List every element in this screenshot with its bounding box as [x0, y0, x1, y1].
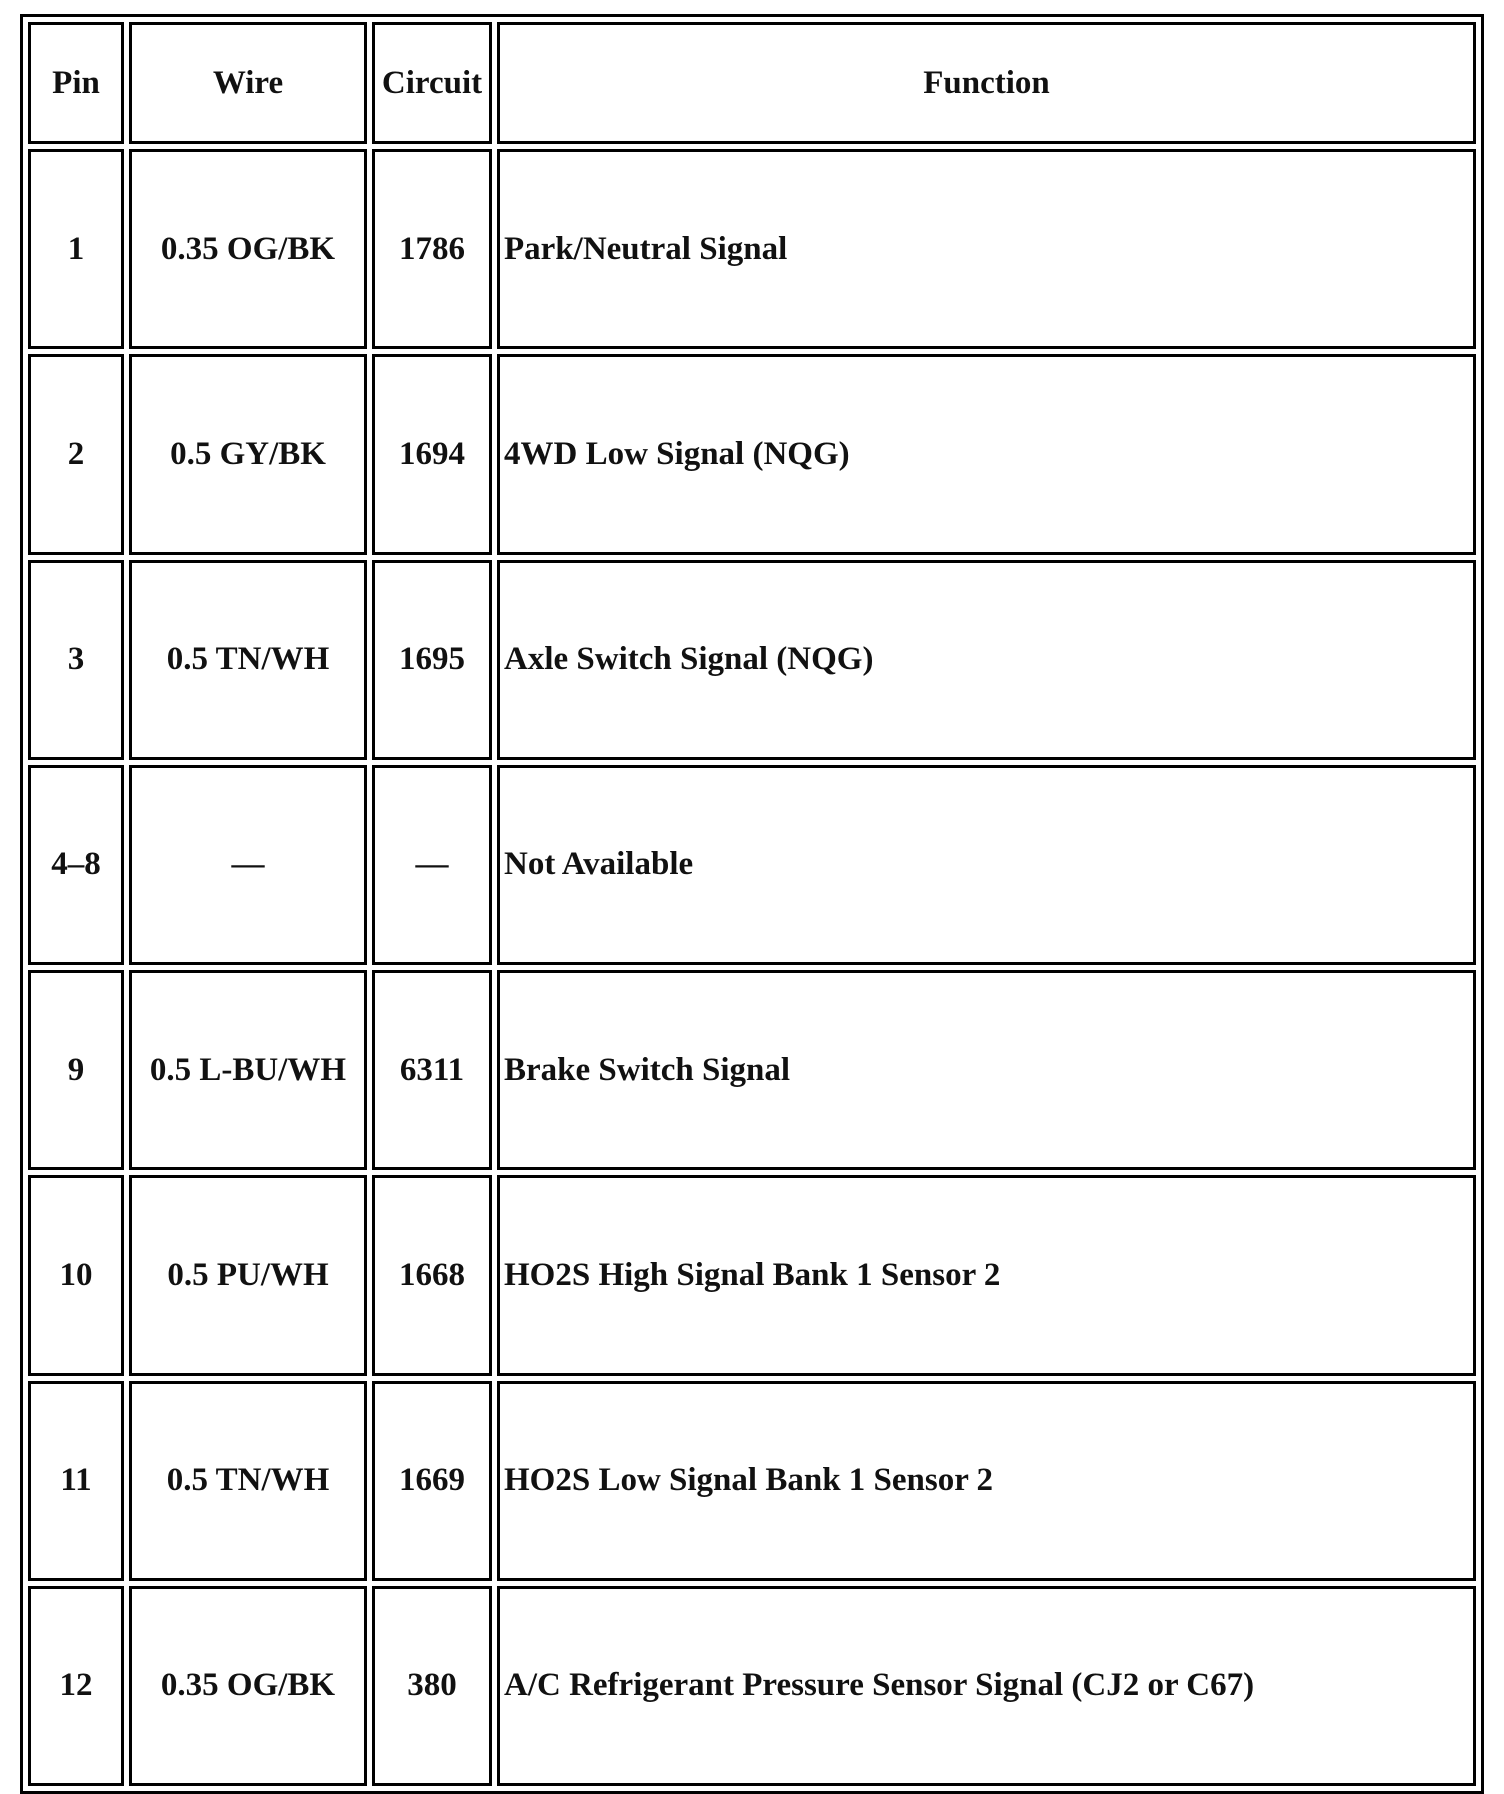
table-row	[28, 149, 1476, 349]
cell-function: HO2S High Signal Bank 1 Sensor 2	[497, 1175, 1476, 1375]
cell-wire: 0.5 L-BU/WH	[129, 970, 367, 1170]
cell-wire: 0.5 GY/BK	[129, 354, 367, 554]
table-header-row	[28, 22, 1476, 144]
cell-pin: 1	[28, 149, 124, 349]
cell-wire: 0.35 OG/BK	[129, 149, 367, 349]
cell-pin: 2	[28, 354, 124, 554]
cell-circuit: 1786	[372, 149, 492, 349]
cell-circuit: 380	[372, 1586, 492, 1786]
cell-pin: 10	[28, 1175, 124, 1375]
cell-wire: 0.5 TN/WH	[129, 1381, 367, 1581]
table-row	[28, 1586, 1476, 1786]
cell-function: Brake Switch Signal	[497, 970, 1476, 1170]
table-row	[28, 560, 1476, 760]
cell-circuit: 6311	[372, 970, 492, 1170]
cell-pin: 12	[28, 1586, 124, 1786]
cell-pin: 9	[28, 970, 124, 1170]
cell-function: Axle Switch Signal (NQG)	[497, 560, 1476, 760]
header-pin: Pin	[28, 22, 124, 144]
cell-wire: —	[129, 765, 367, 965]
table-row	[28, 1381, 1476, 1581]
header-circuit: Circuit	[372, 22, 492, 144]
cell-circuit: 1694	[372, 354, 492, 554]
header-wire: Wire	[129, 22, 367, 144]
cell-wire: 0.5 PU/WH	[129, 1175, 367, 1375]
cell-function: Park/Neutral Signal	[497, 149, 1476, 349]
cell-function: 4WD Low Signal (NQG)	[497, 354, 1476, 554]
cell-circuit: 1668	[372, 1175, 492, 1375]
cell-pin: 3	[28, 560, 124, 760]
cell-function: HO2S Low Signal Bank 1 Sensor 2	[497, 1381, 1476, 1581]
connector-pinout-table-frame	[20, 14, 1484, 1794]
cell-circuit: 1695	[372, 560, 492, 760]
cell-circuit: —	[372, 765, 492, 965]
cell-wire: 0.35 OG/BK	[129, 1586, 367, 1786]
table-row	[28, 970, 1476, 1170]
cell-pin: 4–8	[28, 765, 124, 965]
cell-function: A/C Refrigerant Pressure Sensor Signal (CJ2 or C67)	[497, 1586, 1476, 1786]
table-row	[28, 765, 1476, 965]
cell-pin: 11	[28, 1381, 124, 1581]
table-row	[28, 354, 1476, 554]
cell-function: Not Available	[497, 765, 1476, 965]
connector-pinout-table	[23, 17, 1481, 1791]
header-function: Function	[497, 22, 1476, 144]
cell-wire: 0.5 TN/WH	[129, 560, 367, 760]
table-row	[28, 1175, 1476, 1375]
cell-circuit: 1669	[372, 1381, 492, 1581]
